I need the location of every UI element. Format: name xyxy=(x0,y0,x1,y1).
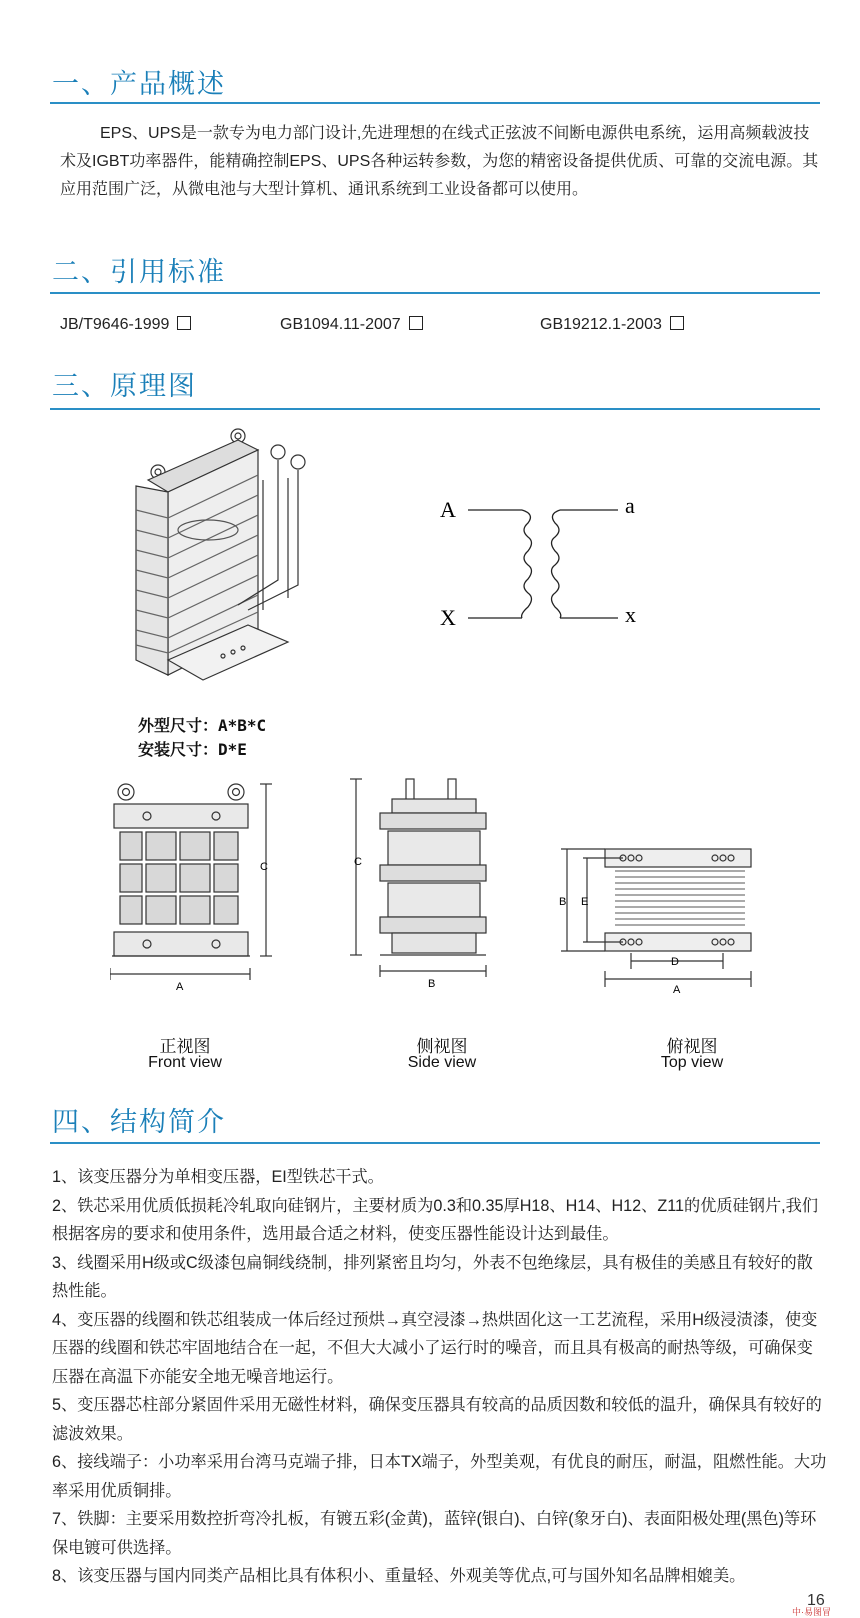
dim-letter-C: C xyxy=(354,856,362,868)
standard-code: JB/T9646-1999 xyxy=(60,316,170,333)
transformer-schematic xyxy=(440,490,670,640)
top-view-caption-en: Top view xyxy=(660,1054,724,1071)
dim-letter-B: B xyxy=(428,978,436,990)
standard-code: GB1094.11-2007 xyxy=(280,316,401,333)
list-item: 8、该变压器与国内同类产品相比具有体积小、重量轻、外观美等优点,可与国外知名品牌相媲美。 xyxy=(52,1567,746,1585)
standard-code: GB19212.1-2003 xyxy=(540,316,662,333)
section-divider xyxy=(50,408,820,410)
front-view-caption-cn: 正视图 xyxy=(159,1037,211,1056)
watermark: 中·易图冒 xyxy=(792,1607,831,1617)
list-item: 5、变压器芯柱部分紧固件采用无磁性材料，确保变压器具有较高的品质因数和较低的温升，确保具有较好的滤波效果。 xyxy=(52,1396,822,1443)
dim-letter-B: B xyxy=(559,896,567,908)
dim-letter-C: C xyxy=(260,861,268,873)
section-divider xyxy=(50,292,820,294)
section-divider xyxy=(50,102,820,104)
section-title-schematic: 三、原理图 xyxy=(52,371,197,402)
checkbox-icon[interactable] xyxy=(409,316,423,330)
section-title-standards: 二、引用标准 xyxy=(52,257,226,288)
checkbox-icon[interactable] xyxy=(670,316,684,330)
list-item: 1、该变压器分为单相变压器，EI型铁芯干式。 xyxy=(52,1168,384,1186)
terminal-x-label: x xyxy=(625,602,636,627)
list-item: 2、铁芯采用优质低损耗冷轧取向硅钢片，主要材质为0.3和0.35厚H18、H14、H12、Z11的优质硅钢片,我们根据客房的要求和使用条件，选用最合适之材料，使变压器性能设计达到最佳。 xyxy=(52,1196,819,1243)
terminal-X-label: X xyxy=(440,605,456,630)
overview-paragraph: EPS、UPS是一款专为电力部门设计,先进理想的在线式正弦波不间断电源供电系统，运用高频载波技术及IGBT功率器件，能精确控制EPS、UPS各种运转参数，为您的精密设备提供优质、可靠的交流电源。其应用范围广泛，从微电池与大型计算机、通讯系统到工业设备都可以使用。 xyxy=(60,125,819,198)
side-view-drawing xyxy=(350,775,500,1010)
dim-letter-E: E xyxy=(581,896,589,908)
list-item: 7、铁脚：主要采用数控折弯冷扎板，有镀五彩(金黄)，蓝锌(银白)、白锌(象牙白)、表面阳极处理(黑色)等环保电镀可供选择。 xyxy=(52,1510,817,1557)
standard-item xyxy=(60,316,191,334)
standard-item xyxy=(280,316,423,334)
dim-letter-D: D xyxy=(671,956,679,968)
front-view-caption-en: Front view xyxy=(148,1054,222,1071)
page-number: 16 xyxy=(807,1592,825,1609)
terminal-A-label: A xyxy=(440,497,456,522)
terminal-a-label: a xyxy=(625,493,635,518)
side-view-caption-en: Side view xyxy=(407,1054,477,1071)
outline-dimensions: 外型尺寸：A*B*C xyxy=(138,716,267,735)
list-item: 6、接线端子：小功率采用台湾马克端子排，日本TX端子，外型美观，有优良的耐压，耐温，阻燃性能。大功率采用优质铜排。 xyxy=(52,1453,827,1500)
top-view-caption-cn: 俯视图 xyxy=(666,1037,718,1056)
checkbox-icon[interactable] xyxy=(177,316,191,330)
install-dimensions: 安装尺寸：D*E xyxy=(138,740,247,759)
structure-list xyxy=(52,1163,827,1591)
dim-letter-A: A xyxy=(673,984,681,996)
section-title-structure: 四、结构简介 xyxy=(52,1107,226,1138)
front-view-drawing xyxy=(110,778,290,1008)
dim-letter-A: A xyxy=(176,981,184,993)
top-view-drawing xyxy=(555,845,765,1010)
transformer-isometric-illustration xyxy=(128,420,328,690)
side-view-caption-cn: 侧视图 xyxy=(416,1037,468,1056)
section-divider xyxy=(50,1142,820,1144)
list-item: 4、变压器的线圈和铁芯组装成一体后经过预烘→真空浸漆→热烘固化这一工艺流程，采用H级浸渍漆，使变压器的线圈和铁芯牢固地结合在一起，不但大大减小了运行时的噪音，而且具有极高的耐热等级，可确保变压器在高温下亦能安全地无噪音地运行。 xyxy=(52,1310,818,1386)
standard-item xyxy=(540,316,684,334)
list-item: 3、线圈采用H级或C级漆包扁铜线绕制，排列紧密且均匀，外表不包绝缘层，具有极佳的美感且有较好的散热性能。 xyxy=(52,1253,813,1300)
section-title-overview: 一、产品概述 xyxy=(52,69,226,100)
